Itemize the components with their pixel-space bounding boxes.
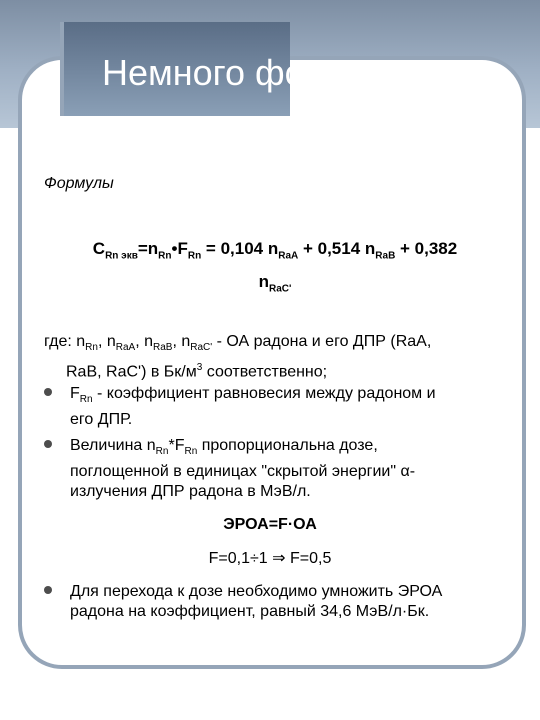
sub: Rn	[85, 342, 98, 354]
eq-sub: Rn экв	[105, 250, 138, 262]
sub: RaB	[152, 342, 173, 354]
line	[70, 384, 496, 410]
line: радона на коэффициент, равный 34,6 МэВ/л·Бк.	[70, 603, 430, 620]
bullet-icon	[44, 440, 52, 448]
eq-part: =n	[137, 239, 159, 258]
bullet-icon	[44, 388, 52, 396]
sub: Rn	[155, 446, 169, 458]
line: поглощенной в единицах "скрытой энергии" α-	[70, 463, 416, 481]
txt: , n	[172, 333, 191, 350]
eroa-formula: ЭРОА=F·ОА	[223, 516, 317, 533]
bullet-icon	[44, 586, 52, 594]
eq-part: C	[92, 239, 106, 258]
eq-sub: RaB	[375, 250, 396, 262]
slide-title: Немного формулы	[102, 52, 414, 93]
eq-sub: Rn	[158, 250, 172, 262]
bullet-text	[70, 436, 496, 502]
eq-part: + 0,382	[395, 239, 458, 258]
eq-sub: Rn	[187, 250, 202, 262]
txt: , n	[135, 333, 153, 350]
txt: *F	[168, 437, 185, 454]
sub: RaC'	[190, 342, 213, 354]
line: излучения ДПР радона в МэВ/л.	[70, 483, 311, 501]
where-line-2	[44, 358, 494, 382]
eq-sub: RaA	[278, 250, 299, 262]
line: Для перехода к дозе необходимо умножить ЭРОА	[70, 583, 443, 600]
eq-part: •F	[171, 239, 188, 258]
sub: Rn	[79, 394, 93, 406]
equation-line-2	[50, 269, 500, 302]
eq-part: + 0,514 n	[298, 239, 376, 258]
bullet-text	[70, 384, 496, 430]
txt: Величина n	[70, 437, 156, 454]
equation	[50, 236, 500, 303]
line	[70, 436, 496, 462]
subtitle: Формулы	[44, 175, 114, 192]
f-range: F=0,1÷1 ⇒ F=0,5	[208, 550, 332, 567]
txt: F	[70, 385, 80, 402]
sub: RaA	[115, 342, 136, 354]
line: его ДПР.	[70, 411, 133, 429]
sup: 3	[196, 362, 203, 374]
eq-part: n	[258, 272, 269, 292]
bullet-text	[70, 582, 496, 622]
txt: пропорциональна дозе,	[197, 437, 378, 454]
equation-line-1	[50, 236, 500, 269]
where-line-1	[44, 332, 494, 358]
where-paragraph	[44, 332, 494, 383]
txt: RaB, RaC') в Бк/м	[66, 363, 197, 381]
txt: , n	[97, 333, 116, 350]
txt: где: n	[44, 333, 86, 350]
txt: - коэффициент равновесия между радоном и	[92, 385, 436, 402]
eq-part: = 0,104 n	[201, 239, 279, 258]
sub: Rn	[184, 446, 198, 458]
txt: соответственно;	[202, 363, 328, 381]
eq-sub: RaC'	[269, 283, 292, 295]
txt: - ОА радона и его ДПР (RaA,	[212, 333, 432, 350]
